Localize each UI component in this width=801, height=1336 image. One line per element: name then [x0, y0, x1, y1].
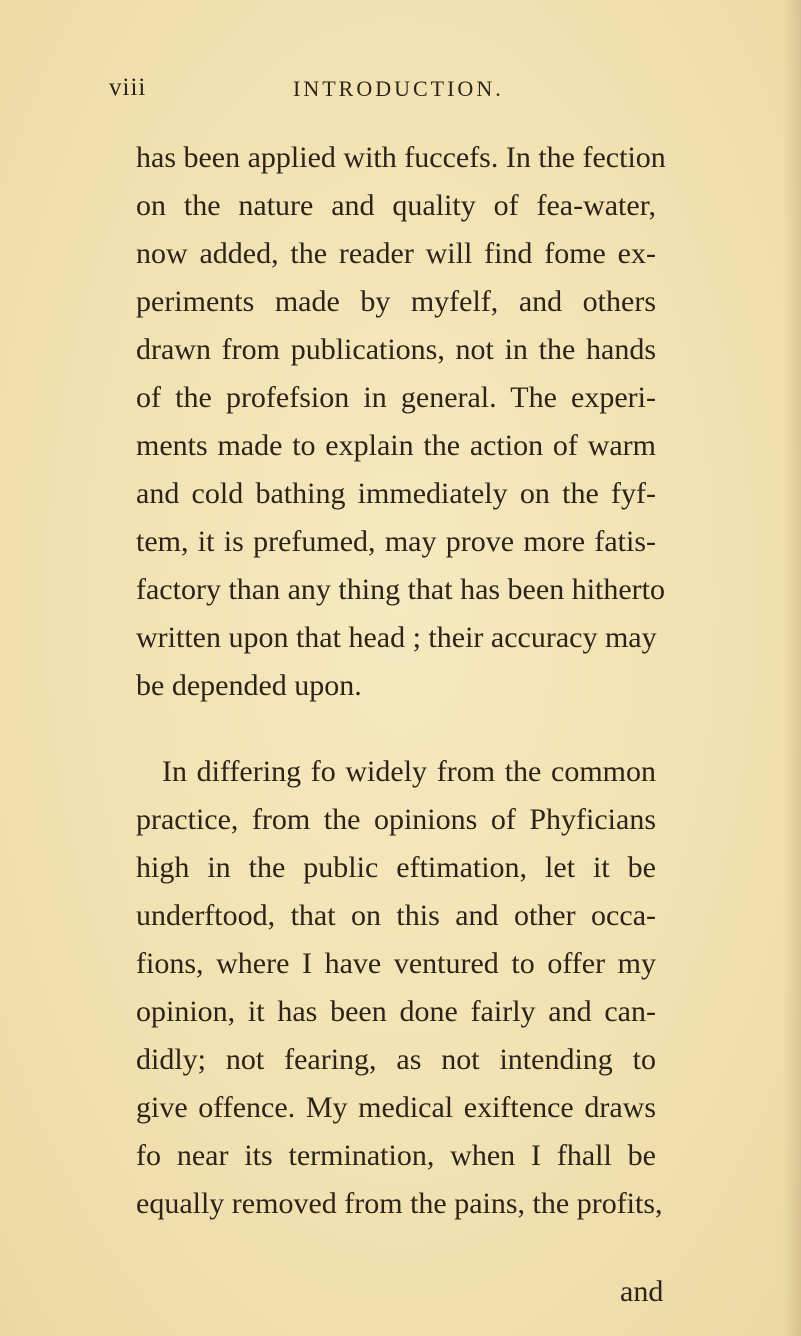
- page-header: [109, 74, 669, 114]
- text-line: opinion, it has been done fairly and can-: [136, 995, 656, 1028]
- text-line: and cold bathing immediately on the fyf-: [136, 477, 656, 510]
- text-line: high in the public eftimation, let it be: [136, 851, 656, 884]
- text-line: fions, where I have ventured to offer my: [136, 947, 656, 980]
- text-line: has been applied with fuccefs. In the fection: [136, 141, 666, 174]
- page-number: viii: [109, 74, 147, 101]
- text-line: practice, from the opinions of Phyficians: [136, 803, 656, 836]
- text-line: now added, the reader will find fome ex-: [136, 237, 656, 270]
- text-line: tem, it is prefumed, may prove more fatis-: [136, 525, 656, 558]
- text-line: drawn from publications, not in the hands: [136, 333, 656, 366]
- text-line: In differing fo widely from the common: [162, 755, 656, 788]
- text-line: equally removed from the pains, the profits,: [136, 1187, 663, 1220]
- text-line: periments made by myfelf, and others: [136, 285, 656, 318]
- text-line: fo near its termination, when I fhall be: [136, 1139, 656, 1172]
- running-head: INTRODUCTION.: [293, 76, 504, 101]
- text-line: ments made to explain the action of warm: [136, 429, 656, 462]
- text-line: didly; not fearing, as not intending to: [136, 1043, 656, 1076]
- text-line: written upon that head ; their accuracy may: [136, 621, 657, 654]
- text-line: of the profefsion in general. The experi-: [136, 381, 656, 414]
- text-line: on the nature and quality of fea-water,: [136, 189, 656, 222]
- catchword: and: [620, 1275, 664, 1308]
- text-line: underftood, that on this and other occa-: [136, 899, 656, 932]
- text-line: give offence. My medical exiftence draws: [136, 1091, 656, 1124]
- text-line: factory than any thing that has been hitherto: [136, 573, 665, 606]
- page-edge-shadow: [783, 0, 801, 1336]
- text-line: be depended upon.: [136, 669, 362, 702]
